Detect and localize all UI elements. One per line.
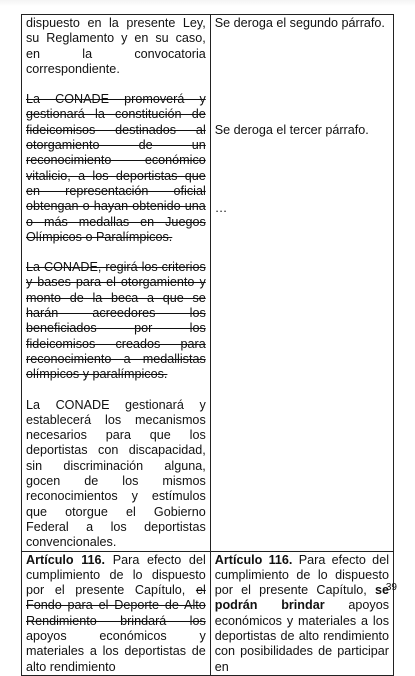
ellipsis: … bbox=[214, 200, 228, 215]
added-text: se podrán brindar bbox=[214, 583, 389, 613]
article-text: Para efecto del cumplimiento de lo dispuesto por el presente Capítulo, bbox=[26, 552, 206, 598]
current-text-cell bbox=[22, 15, 211, 552]
repeal-note-second: Se deroga el segundo párrafo. bbox=[214, 16, 385, 30]
article-heading: Artículo 116. bbox=[26, 552, 106, 567]
table-row bbox=[22, 551, 394, 675]
paragraph-continued: dispuesto en la presente Ley, su Reglamento y en su caso, en la convocatoria correspondiente. bbox=[26, 16, 206, 76]
article-heading: Artículo 116. bbox=[214, 552, 293, 567]
article-text: Para efecto del cumplimiento de lo dispuesto por el presente Capítulo, bbox=[214, 552, 389, 598]
struck-text: el Fondo para el Deporte de Alto Rendimiento brindará los bbox=[26, 583, 206, 628]
comparison-table bbox=[21, 14, 394, 676]
proposed-text-cell bbox=[210, 15, 393, 552]
repealed-paragraph-2: La CONADE promoverá y gestionará la constitución de fideicomisos destinados al otorgamiento de un reconocimiento económico vitalicio, a los deportistas que en representación oficial obtengan o hayan obtenido una o más medallas en Juegos Olímpicos o Paralímpicos. bbox=[26, 92, 206, 244]
article-116-current bbox=[26, 553, 206, 675]
table-row bbox=[22, 15, 394, 552]
paragraph-disability: La CONADE gestionará y establecerá los mecanismos necesarios para que los deportistas con discapacidad, sin discriminación alguna, gocen de los mismos reconocimientos y estímulos que otorgue el Gobierno Federal a los deportistas convencionales. bbox=[26, 397, 206, 550]
article-text: apoyos económicos y materiales a los deportistas de alto rendimiento bbox=[26, 628, 206, 674]
repeal-note-third: Se deroga el tercer párrafo. bbox=[214, 123, 369, 138]
article-text: apoyos económicos y materiales a los deportistas de alto rendimiento con posibilidades de participar en bbox=[214, 598, 390, 674]
proposed-article-cell bbox=[210, 551, 393, 675]
current-article-cell bbox=[22, 551, 211, 675]
page-number: 39 bbox=[385, 582, 397, 593]
article-116-proposed bbox=[215, 553, 389, 675]
repealed-paragraph-3: La CONADE, regirá los criterios y bases para el otorgamiento y monto de la beca a que se harán acreedores los beneficiados por los fideicomisos creados para reconocimiento a medallistas olímpicos y paralímpicos. bbox=[26, 260, 206, 382]
